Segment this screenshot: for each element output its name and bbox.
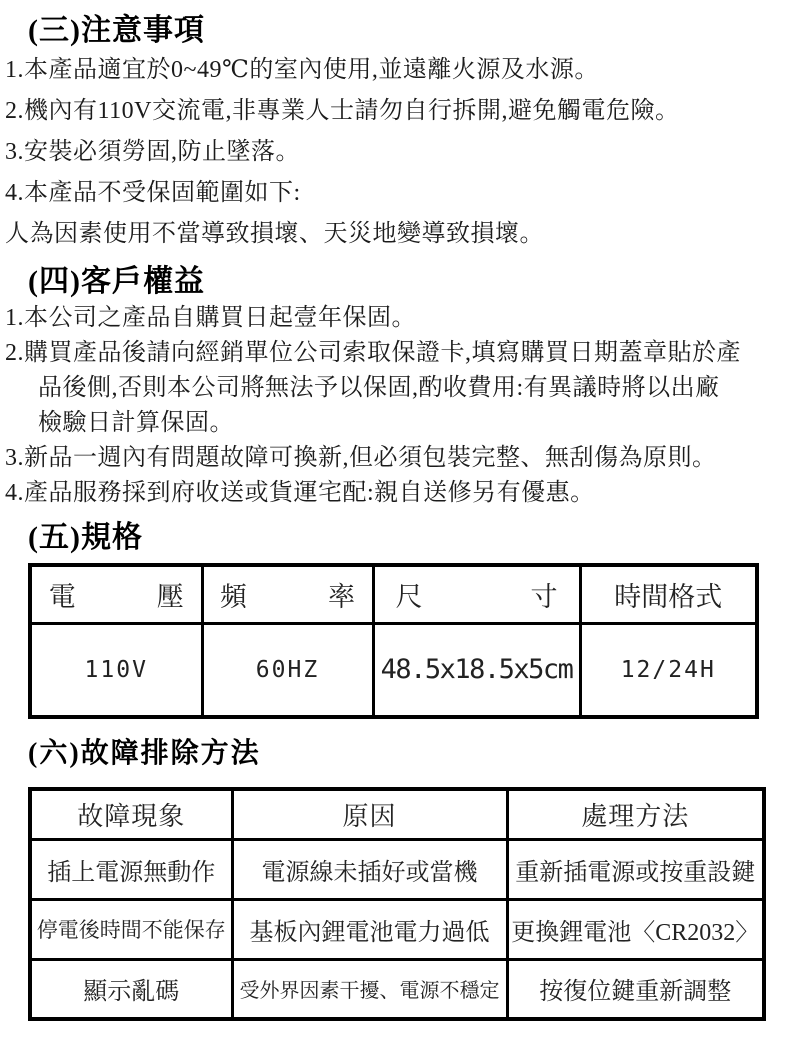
fault-cause-cell: 電源線未插好或當機 xyxy=(232,839,507,899)
fault-header-solution: 處理方法 xyxy=(507,789,764,839)
specifications-heading: (五)規格 xyxy=(28,521,143,554)
precaution-line: 2.機內有110V交流電,非專業人士請勿自行拆開,避免觸電危險。 xyxy=(5,98,680,124)
fault-row xyxy=(30,839,764,899)
fault-table xyxy=(28,787,766,1021)
spec-value-dimensions: 48.5x18.5x5cm xyxy=(373,623,580,717)
fault-row xyxy=(30,959,764,1019)
fault-header-symptom: 故障現象 xyxy=(30,789,232,839)
spec-value-voltage: 110V xyxy=(30,623,202,717)
precaution-line: 人為因素使用不當導致損壞、天災地變導致損壞。 xyxy=(5,221,544,247)
rights-line: 2.購買產品後請向經銷單位公司索取保證卡,填寫購買日期蓋章貼於產 xyxy=(5,340,741,366)
fault-symptom-cell: 插上電源無動作 xyxy=(30,839,232,899)
section-precautions xyxy=(0,12,800,255)
fault-symptom-cell: 停電後時間不能保存 xyxy=(30,899,232,959)
fault-solution-cell: 更換鋰電池〈CR2032〉 xyxy=(507,899,764,959)
section-troubleshooting xyxy=(0,737,800,1021)
rights-line: 品後側,否則本公司將無法予以保固,酌收費用:有異議時將以出廠 xyxy=(38,375,720,401)
spec-header-frequency: 頻 率 xyxy=(202,565,373,623)
fault-cause-cell: 基板內鋰電池電力過低 xyxy=(232,899,507,959)
spec-header-dimensions: 尺 寸 xyxy=(373,565,580,623)
spec-header-time-format: 時間格式 xyxy=(580,565,757,623)
spec-value-row xyxy=(30,623,757,717)
spec-table xyxy=(28,563,759,719)
rights-line: 1.本公司之產品自購買日起壹年保固。 xyxy=(5,305,416,331)
spec-value-frequency: 60HZ xyxy=(202,623,373,717)
precaution-line: 1.本產品適宜於0~49℃的室內使用,並遠離火源及水源。 xyxy=(5,57,599,83)
rights-line: 4.產品服務採到府收送或貨運宅配:親自送修另有優惠。 xyxy=(5,480,595,506)
fault-symptom-cell: 顯示亂碼 xyxy=(30,959,232,1019)
section-specifications xyxy=(0,519,800,719)
fault-solution-cell: 重新插電源或按重設鍵 xyxy=(507,839,764,899)
precaution-line: 4.本產品不受保固範圍如下: xyxy=(5,180,301,206)
troubleshooting-heading: (六)故障排除方法 xyxy=(28,738,261,769)
spec-value-time-format: 12/24H xyxy=(580,623,757,717)
section-customer-rights xyxy=(0,263,800,511)
fault-header-row xyxy=(30,789,764,839)
fault-cause-cell: 受外界因素干擾、電源不穩定 xyxy=(232,959,507,1019)
precaution-line: 3.安裝必須勞固,防止墜落。 xyxy=(5,139,300,165)
rights-line: 3.新品一週內有問題故障可換新,但必須包裝完整、無刮傷為原則。 xyxy=(5,445,717,471)
precautions-heading: (三)注意事項 xyxy=(28,14,205,47)
rights-line: 檢驗日計算保固。 xyxy=(38,410,234,436)
fault-solution-cell: 按復位鍵重新調整 xyxy=(507,959,764,1019)
customer-rights-heading: (四)客戶權益 xyxy=(28,265,205,298)
fault-row xyxy=(30,899,764,959)
spec-header-row xyxy=(30,565,757,623)
spec-header-voltage: 電 壓 xyxy=(30,565,202,623)
fault-header-cause: 原因 xyxy=(232,789,507,839)
